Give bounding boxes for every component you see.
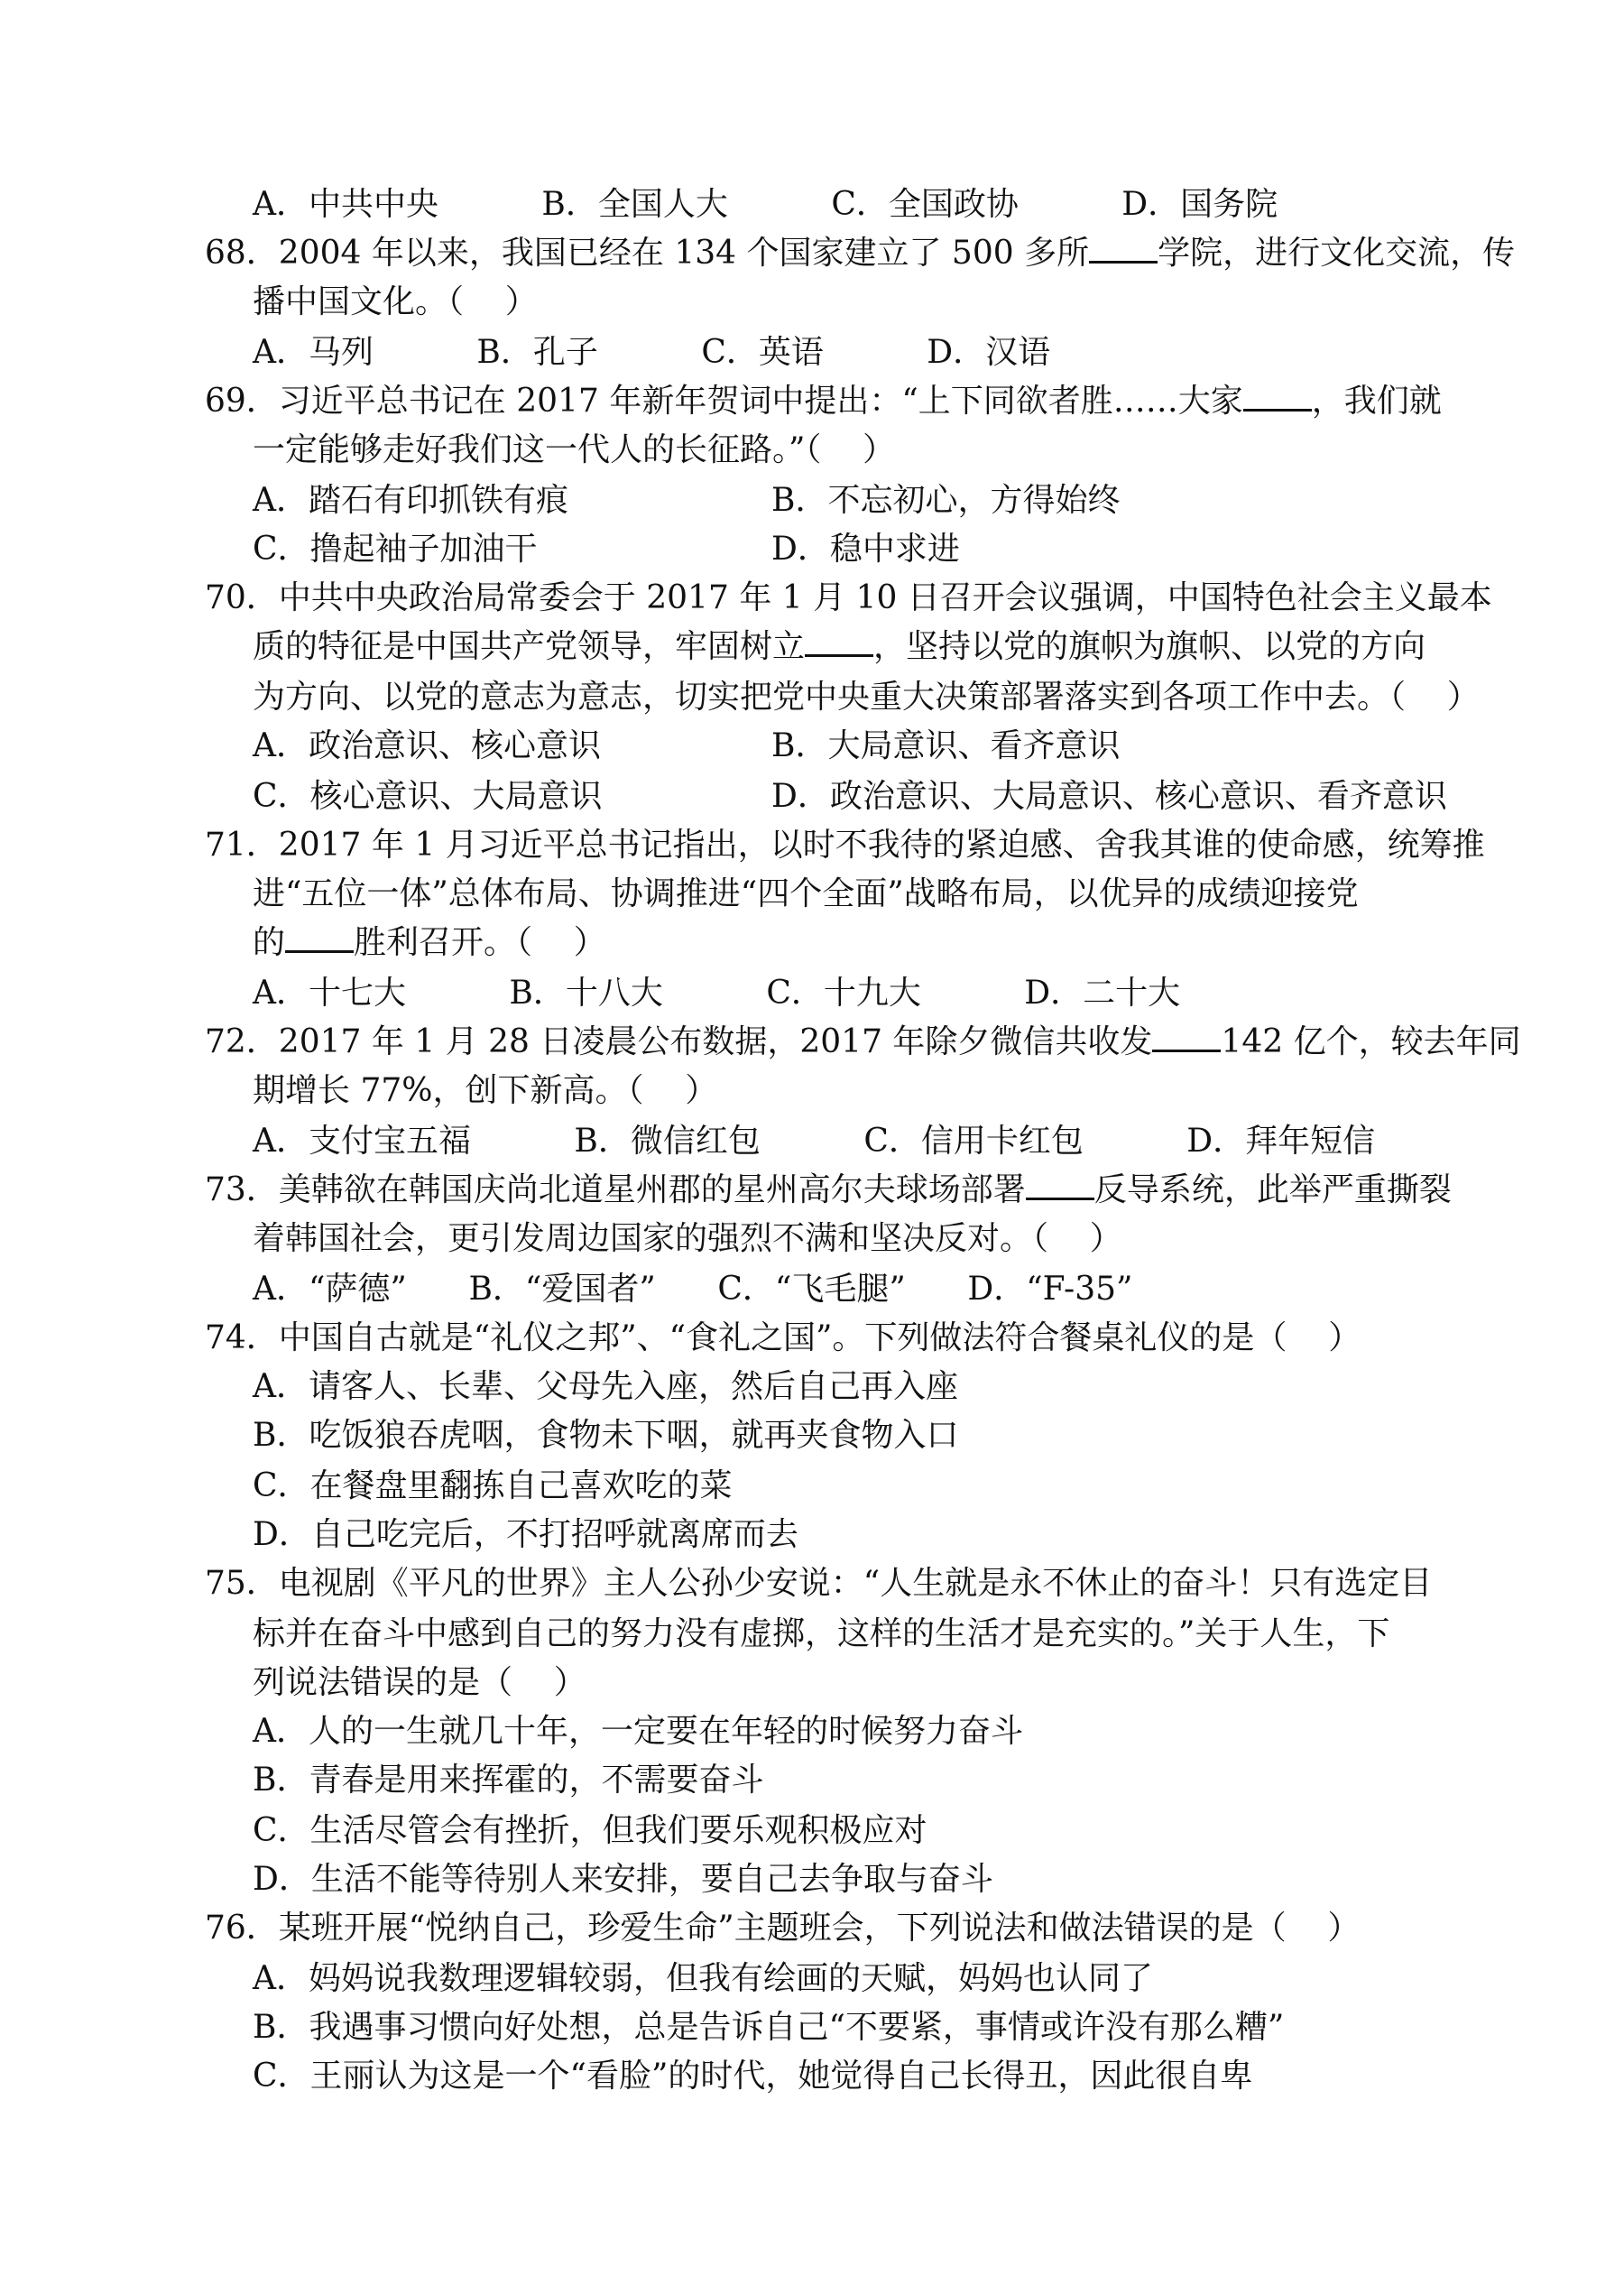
text-segment: 73．美韩欲在韩国庆尚北道星州郡的星州高尔夫球场部署 [205, 1171, 1026, 1208]
text-segment: 69．习近平总书记在 2017 年新年贺词中提出：“上下同欲者胜……大家 [205, 383, 1243, 420]
question-line [205, 1314, 1361, 1363]
fill-in-blank [1243, 380, 1312, 412]
option-line [253, 1411, 958, 1460]
option-line [253, 1955, 1153, 2003]
option-line [771, 772, 1447, 821]
question-continuation [253, 870, 1359, 919]
text-segment: ，坚持以党的旗帜为旗帜、以党的方向 [873, 628, 1426, 665]
text-segment: A．请客人、长辈、父母先入座，然后自己再入座 [253, 1368, 958, 1405]
text-segment: 学院，进行文化交流，传 [1158, 235, 1516, 272]
text-segment: D．稳中求进 [771, 531, 960, 568]
text-segment: 播中国文化。（ ） [253, 283, 538, 320]
text-segment: C．撸起袖子加油干 [253, 531, 538, 568]
question-line [205, 1018, 1521, 1067]
text-segment: 进“五位一体”总体布局、协调推进“四个全面”战略布局，以优异的成绩迎接党 [253, 875, 1359, 912]
text-segment: C．王丽认为这是一个“看脸”的时代，她觉得自己长得丑，因此很自卑 [253, 2058, 1253, 2095]
text-segment: A．马列 B．孔子 C．英语 D．汉语 [253, 334, 1051, 371]
text-segment: 68．2004 年以来，我国已经在 134 个国家建立了 500 多所 [205, 235, 1090, 272]
text-segment: A．十七大 B．十八大 C．十九大 D．二十大 [253, 975, 1181, 1012]
fill-in-blank [1026, 1169, 1094, 1200]
question-line [205, 1559, 1432, 1608]
question-line [205, 229, 1515, 278]
option-line [771, 525, 960, 574]
option-line [771, 722, 1120, 771]
option-line [771, 476, 1120, 525]
text-segment: 一定能够走好我们这一代人的长征路。”（ ） [253, 431, 896, 468]
text-segment: B．青春是用来挥霍的，不需要奋斗 [253, 1762, 764, 1799]
question-line [205, 377, 1442, 426]
option-line [253, 1511, 798, 1559]
text-segment: 76．某班开展“悦纳自己，珍爱生命”主题班会，下列说法和做法错误的是（ ） [205, 1910, 1361, 1947]
text-segment: 为方向、以党的意志为意志，切实把党中央重大决策部署落实到各项工作中去。（ ） [253, 679, 1480, 716]
text-segment: A．“萨德” B．“爱国者” C．“飞毛腿” D．“F-35” [253, 1271, 1133, 1308]
question-line [205, 1166, 1452, 1215]
text-segment: 70．中共中央政治局常委会于 2017 年 1 月 10 日召开会议强调，中国特色社会主义最本 [205, 579, 1492, 616]
text-segment: B．吃饭狼吞虎咽，食物未下咽，就再夹食物入口 [253, 1417, 959, 1454]
option-line [253, 969, 1180, 1018]
option-line [253, 1707, 1023, 1756]
option-line [253, 1265, 1132, 1314]
text-segment: 期增长 77%，创下新高。（ ） [253, 1072, 718, 1109]
text-segment: B．大局意识、看齐意识 [771, 727, 1121, 764]
option-line [253, 180, 1278, 229]
text-segment: A．支付宝五福 B．微信红包 C．信用卡红包 D．拜年短信 [253, 1123, 1376, 1160]
text-segment: 75．电视剧《平凡的世界》主人公孙少安说：“人生就是永不休止的奋斗！只有选定目 [205, 1565, 1433, 1602]
text-segment: 列说法错误的是（ ） [253, 1664, 586, 1701]
option-line [253, 1807, 927, 1855]
option-line [253, 525, 538, 574]
text-segment: 的 [253, 924, 286, 961]
text-segment: A．人的一生就几十年，一定要在年轻的时候努力奋斗 [253, 1713, 1023, 1750]
option-line [253, 328, 1050, 377]
option-line [253, 1756, 763, 1805]
option-line [253, 1855, 993, 1904]
text-segment: 着韩国社会，更引发周边国家的强烈不满和坚决反对。（ ） [253, 1220, 1122, 1257]
text-segment: 质的特征是中国共产党领导，牢固树立 [253, 628, 806, 665]
text-segment: 反导系统，此举严重撕裂 [1093, 1171, 1452, 1208]
option-line [253, 772, 603, 821]
option-line [253, 476, 568, 525]
option-line [253, 722, 601, 771]
fill-in-blank [1152, 1021, 1221, 1052]
option-line [253, 1462, 733, 1511]
fill-in-blank [1089, 232, 1158, 264]
text-segment: A．中共中央 B．全国人大 C．全国政协 D．国务院 [253, 186, 1278, 223]
option-line [253, 2052, 1252, 2101]
question-line [205, 821, 1485, 870]
fill-in-blank [805, 625, 873, 657]
question-continuation [253, 1659, 586, 1707]
option-line [253, 1117, 1375, 1166]
text-segment: B．不忘初心，方得始终 [771, 482, 1121, 519]
fill-in-blank [285, 921, 354, 953]
text-segment: 142 亿个，较去年同 [1221, 1023, 1521, 1060]
question-continuation [253, 1067, 717, 1115]
text-segment: D．生活不能等待别人来安排，要自己去争取与奋斗 [253, 1861, 993, 1898]
text-segment: C．生活尽管会有挫折，但我们要乐观积极应对 [253, 1812, 927, 1849]
text-segment: 胜利召开。（ ） [354, 924, 606, 961]
question-continuation [253, 919, 606, 967]
text-segment: 74．中国自古就是“礼仪之邦”、“食礼之国”。下列做法符合餐桌礼仪的是（ ） [205, 1319, 1361, 1356]
text-segment: 71．2017 年 1 月习近平总书记指出，以时不我待的紧迫感、舍我其谁的使命感，统筹推 [205, 827, 1485, 864]
text-segment: D．自己吃完后，不打招呼就离席而去 [253, 1516, 798, 1553]
text-segment: A．妈妈说我数理逻辑较弱，但我有绘画的天赋，妈妈也认同了 [253, 1960, 1153, 1997]
question-line [205, 574, 1492, 623]
text-segment: A．政治意识、核心意识 [253, 727, 601, 764]
question-continuation [253, 623, 1426, 671]
text-segment: A．踏石有印抓铁有痕 [253, 482, 568, 519]
text-segment: C．核心意识、大局意识 [253, 778, 603, 815]
text-segment: B．我遇事习惯向好处想，总是告诉自己“不要紧，事情或许没有那么糟” [253, 2009, 1285, 2046]
text-segment: ，我们就 [1311, 383, 1442, 420]
question-continuation [253, 426, 895, 475]
question-continuation [253, 1610, 1389, 1659]
text-segment: 72．2017 年 1 月 28 日凌晨公布数据，2017 年除夕微信共收发 [205, 1023, 1153, 1060]
question-line [205, 1904, 1360, 1953]
option-line [253, 1363, 958, 1411]
option-line [253, 2003, 1284, 2052]
text-segment: 标并在奋斗中感到自己的努力没有虚掷，这样的生活才是充实的。”关于人生，下 [253, 1615, 1390, 1652]
question-continuation [253, 278, 538, 327]
text-segment: C．在餐盘里翻拣自己喜欢吃的菜 [253, 1467, 733, 1504]
question-continuation [253, 673, 1480, 722]
text-segment: D．政治意识、大局意识、核心意识、看齐意识 [771, 778, 1447, 815]
question-continuation [253, 1215, 1122, 1263]
